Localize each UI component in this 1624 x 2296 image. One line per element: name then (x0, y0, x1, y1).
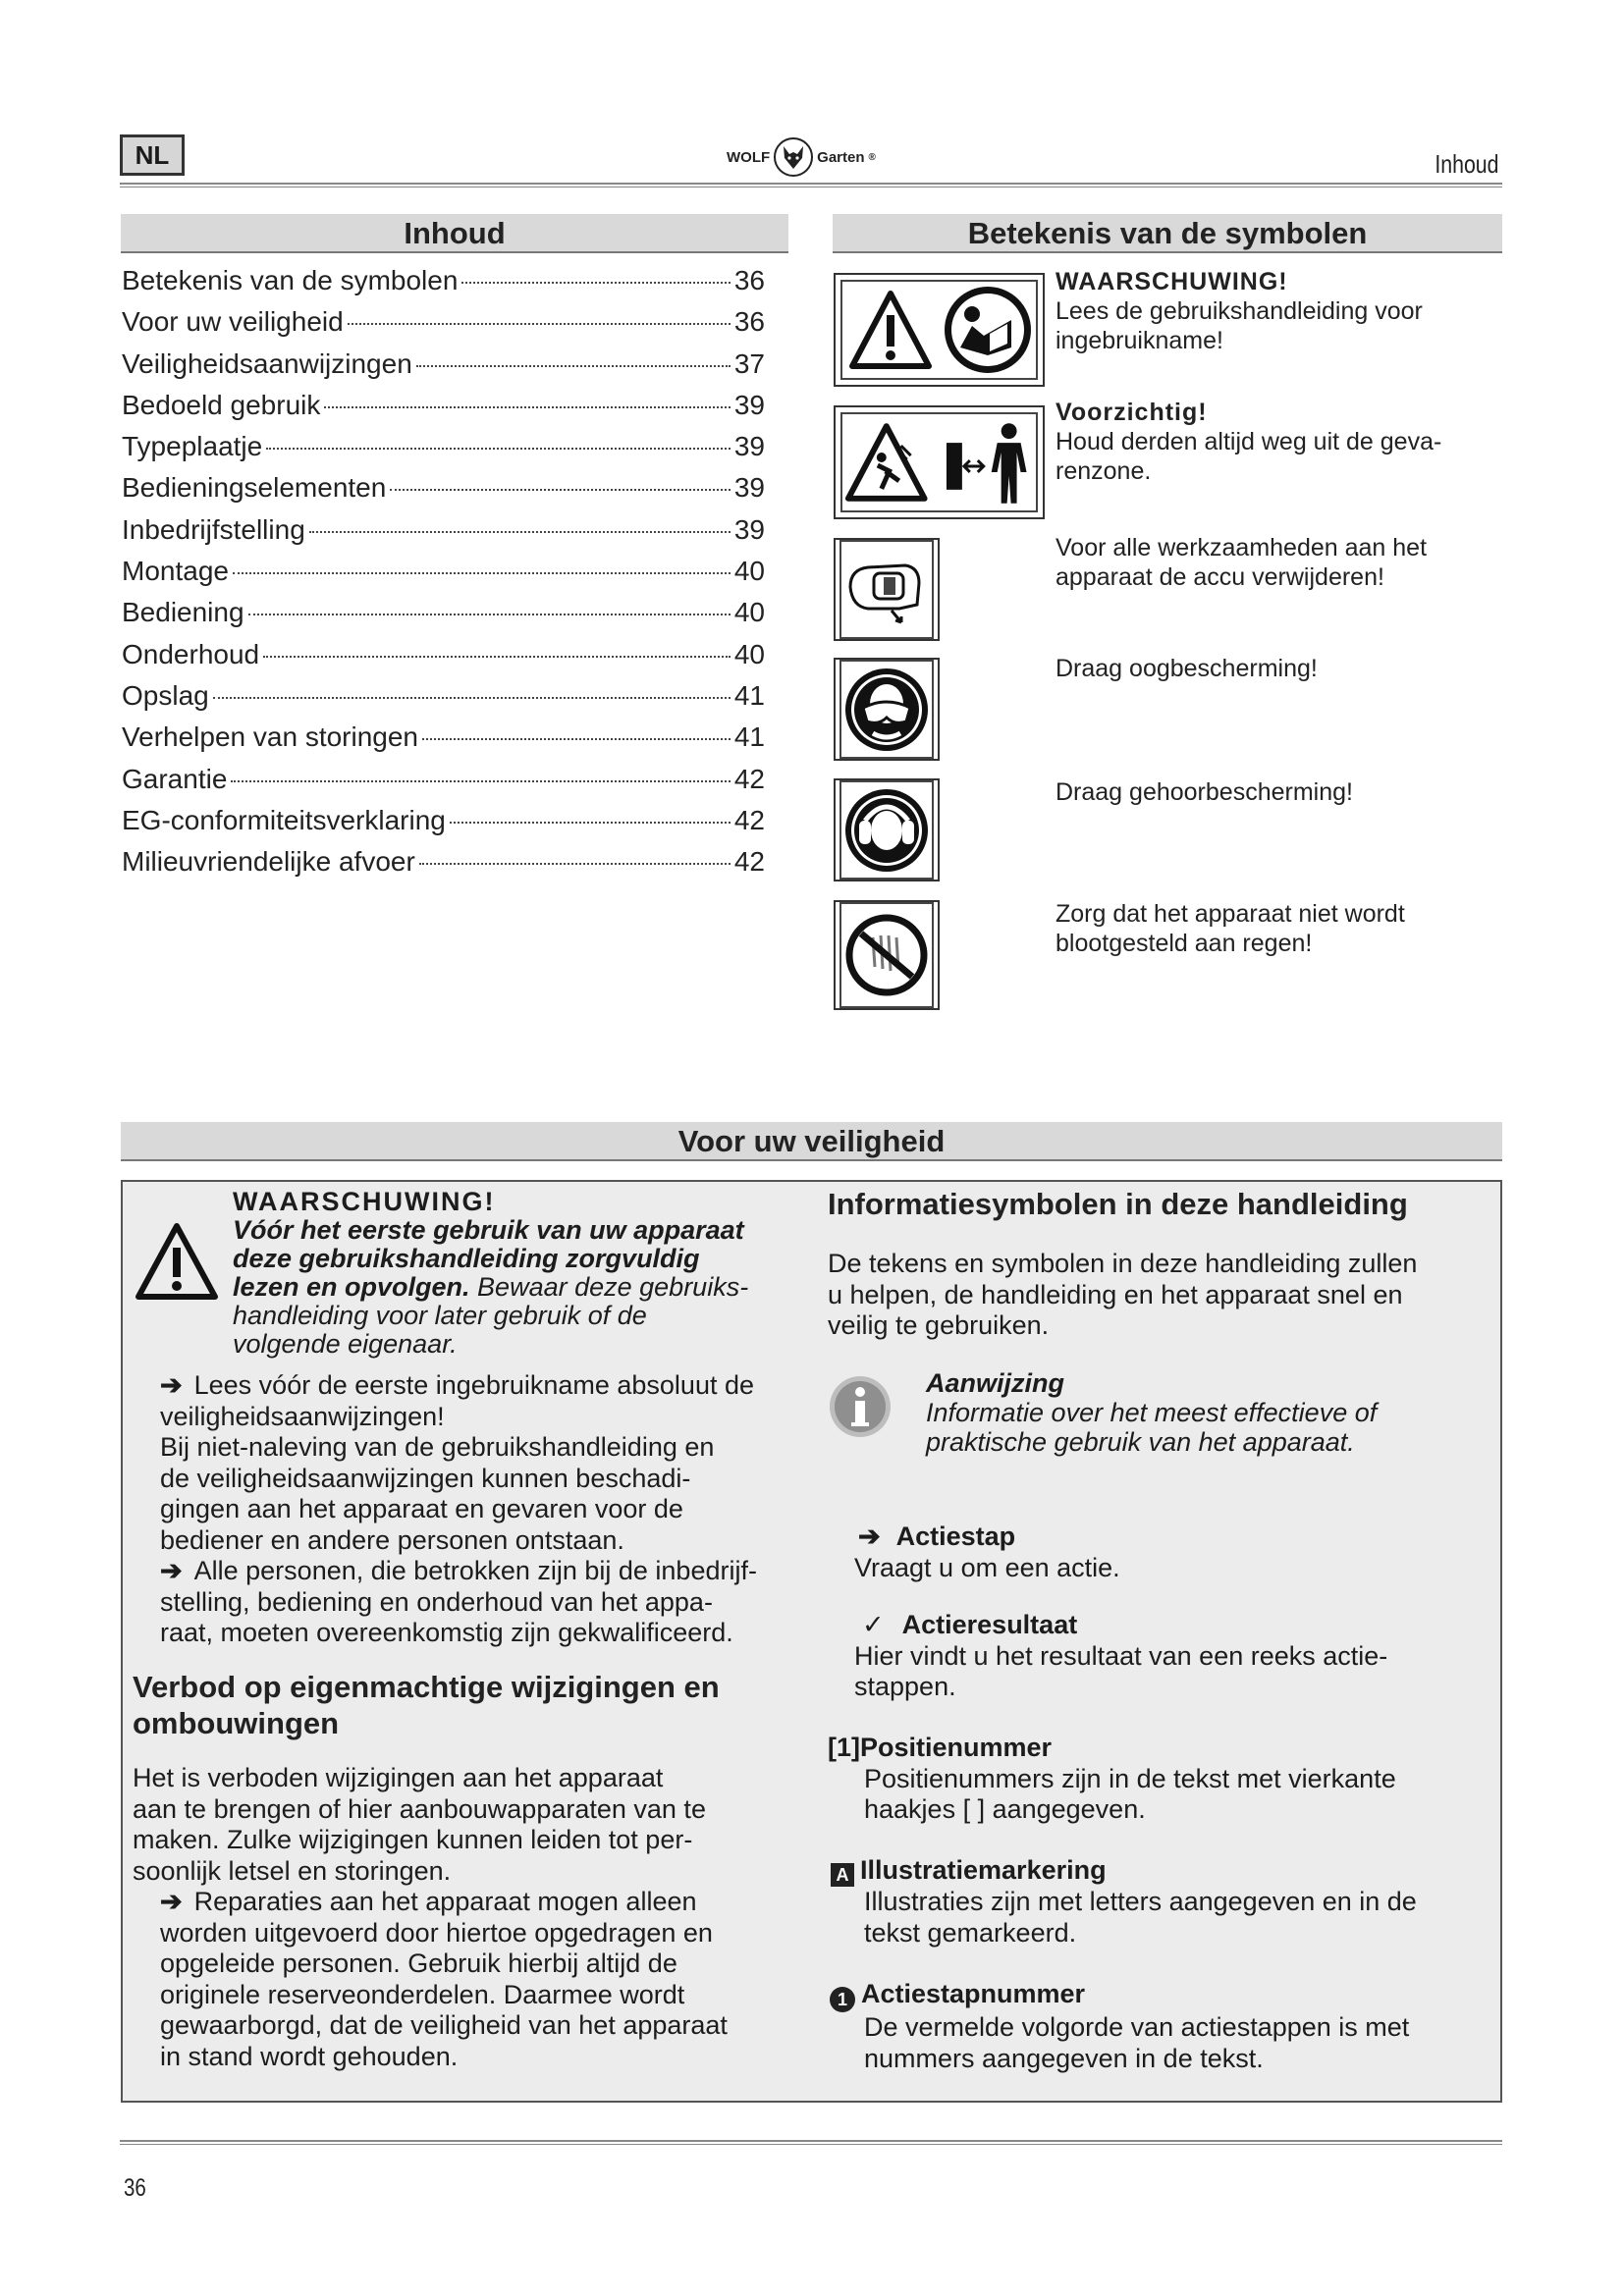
hint-line: praktische gebruik van het apparaat. (926, 1427, 1355, 1457)
text-line: Positienummers zijn in de tekst met vierkante (864, 1763, 1396, 1793)
text-line: veilig te gebruiken. (828, 1310, 1050, 1340)
toc-dot-leader (422, 738, 731, 740)
text-line: De vermelde volgorde van actiestappen is met (864, 2012, 1410, 2042)
symbol-desc-line: Voor alle werkzaamheden aan het (1056, 534, 1428, 561)
hint-heading: Aanwijzing (926, 1368, 1064, 1398)
text-line: de veiligheidsaanwijzingen kunnen beschadi- (160, 1463, 691, 1493)
safety-paragraph-1 (160, 1370, 818, 1649)
symbol-box-warning-manual (834, 273, 1045, 387)
step-number-badge: 1 (830, 1987, 855, 2012)
symbol-box-ear-protection (834, 778, 940, 881)
symbol-box-caution-distance (834, 405, 1045, 519)
ear-protection-icon (843, 787, 930, 874)
keep-distance-icon (939, 417, 1036, 507)
toc-entry-label: Verhelpen van storingen (122, 721, 418, 753)
toc-entry-page: 42 (733, 846, 765, 878)
checkmark-icon: ✓ (862, 1610, 885, 1639)
symbol-desc-warning (1056, 267, 1502, 355)
ejection-hazard-icon (842, 420, 931, 505)
toc-entry (122, 846, 765, 887)
toc-dot-leader (416, 365, 731, 367)
symbol-desc-line: apparaat de accu verwijderen! (1056, 563, 1384, 591)
arrow-icon: ➔ (160, 1370, 183, 1400)
toc-entry-label: Bedoeld gebruik (122, 389, 321, 420)
text-line: De tekens en symbolen in deze handleiding zullen (828, 1249, 1418, 1278)
info-paragraph (828, 1249, 1495, 1342)
heading-line: ombouwingen (133, 1706, 340, 1740)
toc-entry (122, 721, 765, 763)
toc-entry-label: Bedieningselementen (122, 472, 387, 504)
actiestapnummer-heading: Actiestapnummer (861, 1979, 1086, 2008)
warning-heading: WAARSCHUWING! (233, 1187, 496, 1216)
text-line: worden uitgevoerd door hiertoe opgedragen en (160, 1917, 713, 1948)
text-line: Bij niet-naleving van de gebruikshandleiding en (160, 1432, 715, 1462)
toc-entry-page: 40 (733, 638, 765, 669)
toc-entry-label: Onderhoud (122, 638, 260, 669)
text-line: gingen aan het apparaat en gevaren voor de (160, 1494, 683, 1523)
text-line: stappen. (854, 1672, 956, 1701)
text-line: tekst gemarkeerd. (864, 1917, 1077, 1948)
toc-entry-label: EG-conformiteitsverklaring (122, 804, 446, 835)
toc-entry-page: 36 (733, 265, 765, 295)
arrow-icon: ➔ (160, 1556, 183, 1585)
toc-dot-leader (324, 406, 730, 408)
warning-italic-start: Bewaar deze gebruiks- (469, 1272, 749, 1302)
toc-entry-page: 39 (733, 513, 765, 545)
symbol-desc-line: Houd derden altijd weg uit de geva- (1056, 428, 1442, 455)
actieresultaat-heading: Actieresultaat (901, 1610, 1078, 1639)
modification-paragraph-2 (160, 1887, 828, 2072)
warning-italic-line: handleiding voor later gebruik of de (233, 1301, 647, 1330)
symbol-desc-line: renzone. (1056, 457, 1152, 485)
actieresultaat-block (854, 1610, 1483, 1703)
warning-block (233, 1188, 802, 1359)
warning-bold-end: lezen en opvolgen. (233, 1272, 470, 1302)
toc-entry-label: Typeplaatje (122, 431, 263, 462)
symbol-desc-line: Zorg dat het apparaat niet wordt (1056, 900, 1405, 928)
text-line: veiligheidsaanwijzingen! (160, 1401, 445, 1431)
illustratie-heading: Illustratiemarkering (860, 1855, 1107, 1885)
actiestap-heading: Actiestap (895, 1522, 1016, 1551)
toc-entry (122, 472, 765, 513)
toc-entry (122, 764, 765, 805)
toc-entry (122, 680, 765, 721)
toc-entry (122, 348, 765, 390)
warning-triangle-icon (135, 1222, 219, 1301)
illustratie-block (831, 1855, 1498, 1949)
heading-line: Verbod op eigenmachtige wijzigingen en (133, 1670, 720, 1704)
toc-entry-label: Voor uw veiligheid (122, 306, 344, 338)
toc-entry-page: 40 (733, 597, 765, 628)
wolf-garten-logo (727, 133, 876, 182)
toc-entry (122, 306, 765, 347)
actiestapnummer-block (830, 1979, 1497, 2074)
symbol-desc-battery (1056, 533, 1502, 592)
info-icon (828, 1374, 893, 1439)
symbol-desc-line: blootgesteld aan regen! (1056, 930, 1313, 957)
toc-entry-label: Garantie (122, 763, 228, 794)
illustration-letter-badge: A (831, 1863, 854, 1887)
toc-entry-page: 42 (733, 804, 765, 835)
symbol-desc-line: Draag oogbescherming! (1056, 655, 1318, 682)
symbols-title: Betekenis van de symbolen (833, 214, 1502, 253)
toc-dot-leader (233, 572, 731, 574)
text-line: soonlijk letsel en storingen. (133, 1855, 452, 1886)
warning-bold-line: Vóór het eerste gebruik van uw apparaat (233, 1215, 744, 1245)
toc-entry-label: Milieuvriendelijke afvoer (122, 846, 415, 878)
toc-dot-leader (263, 656, 731, 658)
warning-bold-line: deze gebruikshandleiding zorgvuldig (233, 1244, 700, 1273)
toc-entry-page: 42 (733, 763, 765, 794)
header-rule (120, 183, 1502, 187)
toc-dot-leader (419, 863, 731, 865)
toc-dot-leader (213, 697, 731, 699)
toc-dot-leader (450, 822, 731, 824)
symbol-desc-line: ingebruikname! (1056, 327, 1223, 354)
positienummer-heading: [1]Positienummer (828, 1733, 1053, 1762)
toc-entry-page: 41 (733, 721, 765, 753)
text-line: u helpen, de handleiding en het apparaat snel en (828, 1279, 1403, 1309)
warning-triangle-icon (846, 288, 935, 372)
toc-entry-page: 39 (733, 389, 765, 420)
hint-line: Informatie over het meest effectieve of (926, 1398, 1378, 1427)
symbol-box-battery (834, 538, 940, 641)
toc-dot-leader (348, 323, 731, 325)
toc-entry-page: 40 (733, 556, 765, 587)
page-number: 36 (124, 2174, 146, 2202)
symbol-desc-heading: WAARSCHUWING! (1056, 268, 1288, 295)
toc-entry-label: Montage (122, 556, 229, 587)
text-line: Alle personen, die betrokken zijn bij de inbedrijf- (193, 1556, 757, 1585)
symbol-box-eye-protection (834, 658, 940, 761)
text-line: Vraagt u om een actie. (854, 1552, 1120, 1582)
no-rain-icon (843, 912, 930, 998)
toc-entry-page: 39 (733, 431, 765, 462)
text-line: Illustraties zijn met letters aangegeven en in de (864, 1887, 1417, 1916)
toc-entry-label: Opslag (122, 679, 209, 711)
warning-italic-line: volgende eigenaar. (233, 1329, 458, 1359)
toc-dot-leader (309, 531, 731, 533)
text-line: originele reserveonderdelen. Daarmee wordt (160, 1979, 685, 2009)
text-line: opgeleide personen. Gebruik hierbij altijd de (160, 1949, 677, 1978)
toc-entry-page: 41 (733, 679, 765, 711)
text-line: aan te brengen of hier aanbouwapparaten van te (133, 1793, 706, 1824)
symbol-desc-rain (1056, 899, 1502, 958)
eye-protection-icon (843, 667, 930, 753)
toc-entry (122, 390, 765, 431)
toc-entry-page: 39 (733, 472, 765, 504)
toc-entry (122, 431, 765, 472)
symbol-box-no-rain (834, 900, 940, 1010)
toc-dot-leader (231, 780, 730, 782)
text-line: Het is verboden wijzigingen aan het apparaat (133, 1763, 664, 1792)
text-line: Hier vindt u het resultaat van een reeks actie- (854, 1640, 1388, 1671)
language-badge: NL (120, 134, 185, 176)
symbol-desc-line: Draag gehoorbescherming! (1056, 778, 1353, 806)
toc-entry-label: Inbedrijfstelling (122, 513, 305, 545)
positienummer-block (828, 1733, 1495, 1826)
read-manual-icon (943, 285, 1033, 375)
symbol-desc-heading: Voorzichtig! (1056, 399, 1208, 426)
toc-entry-label: Betekenis van de symbolen (122, 265, 459, 295)
toc-dot-leader (390, 489, 731, 491)
text-line: raat, moeten overeenkomstig zijn gekwalificeerd. (160, 1618, 733, 1647)
toc-entry-page: 37 (733, 347, 765, 379)
text-line: bediener en andere personen ontstaan. (160, 1524, 624, 1555)
symbol-desc-eye (1056, 654, 1502, 683)
toc-entry (122, 514, 765, 556)
text-line: in stand wordt gehouden. (160, 2041, 459, 2071)
toc-dot-leader (248, 614, 731, 615)
toc-title: Inhoud (121, 214, 788, 253)
logo-registered-mark: ® (868, 151, 876, 163)
text-line: gewaarborgd, dat de veiligheid van het apparaat (160, 2010, 728, 2040)
logo-text-garten: Garten (817, 148, 865, 166)
symbol-desc-ear (1056, 777, 1502, 807)
arrow-icon: ➔ (858, 1522, 881, 1551)
info-symbols-heading: Informatiesymbolen in deze handleiding (828, 1187, 1408, 1221)
safety-title: Voor uw veiligheid (121, 1122, 1502, 1161)
toc-entry (122, 265, 765, 306)
text-line: Reparaties aan het apparaat mogen alleen (193, 1887, 697, 1916)
toc-entry-label: Veiligheidsaanwijzingen (122, 347, 412, 379)
remove-battery-icon (844, 548, 929, 632)
wolf-head-icon (774, 137, 813, 177)
header-section-title: Inhoud (1435, 149, 1499, 179)
modification-paragraph (133, 1763, 820, 1887)
text-line: haakjes [ ] aangegeven. (864, 1794, 1146, 1824)
toc-dot-leader (461, 282, 730, 284)
symbol-desc-line: Lees de gebruikshandleiding voor (1056, 297, 1423, 325)
arrow-icon: ➔ (160, 1887, 183, 1916)
toc-entry (122, 639, 765, 680)
toc-entry (122, 805, 765, 846)
actiestap-block (854, 1522, 1483, 1583)
toc-entry-page: 36 (733, 306, 765, 338)
table-of-contents (122, 265, 765, 887)
toc-entry-label: Bediening (122, 597, 244, 628)
modification-heading (133, 1669, 820, 1741)
text-line: stelling, bediening en onderhoud van het appa- (160, 1586, 713, 1617)
hint-block (926, 1368, 1495, 1457)
text-line: maken. Zulke wijzigingen kunnen leiden tot per- (133, 1825, 693, 1854)
toc-dot-leader (266, 448, 731, 450)
symbol-desc-caution (1056, 398, 1502, 486)
text-line: nummers aangegeven in de tekst. (864, 2043, 1264, 2073)
logo-text-wolf: WOLF (727, 148, 771, 166)
text-line: Lees vóór de eerste ingebruikname absoluut de (193, 1370, 754, 1400)
footer-rule (120, 2140, 1502, 2145)
toc-entry (122, 597, 765, 638)
toc-entry (122, 556, 765, 597)
